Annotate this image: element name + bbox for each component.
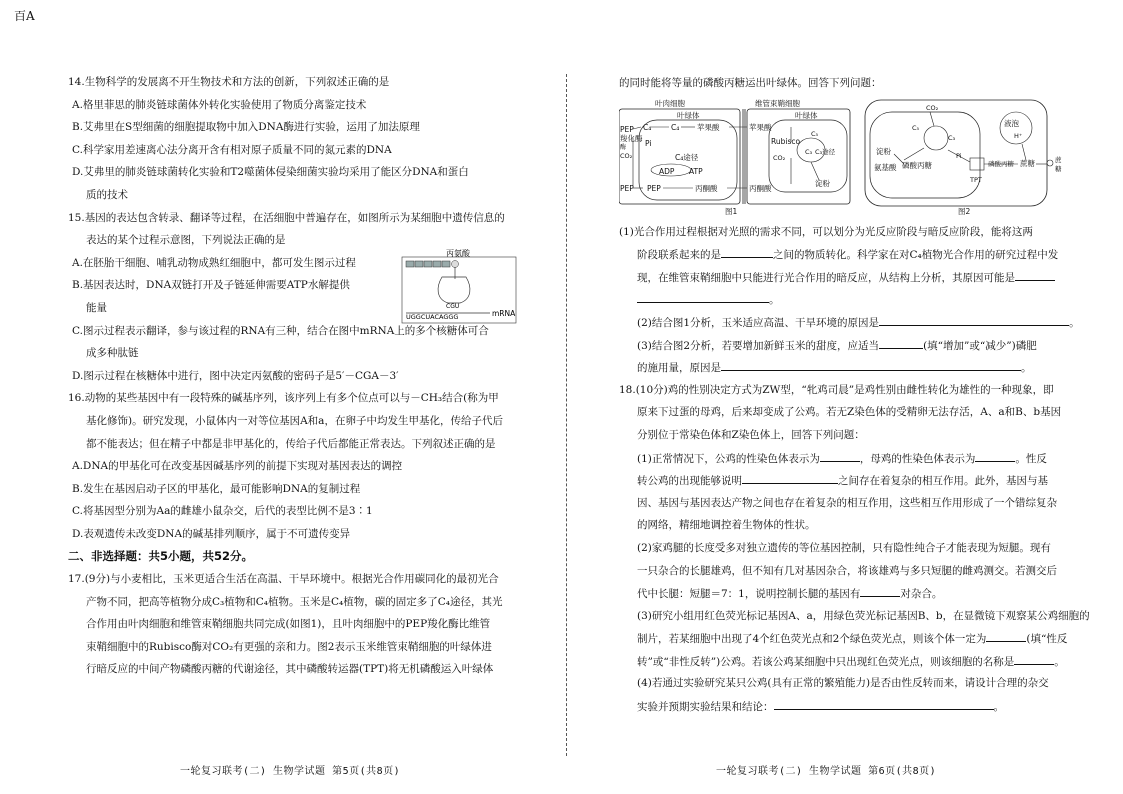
mesophyll-cell-label: 叶肉细胞 [655, 98, 685, 108]
answer-blank[interactable] [742, 472, 838, 484]
figure-2-caption: 图2 [958, 206, 971, 216]
q17-2: (2)结合图1分析，玉米适应高温、干旱环境的原因是 。 [619, 314, 1063, 337]
c5-label: C₅ [912, 123, 920, 132]
footer-page-6: 一轮复习联考(二) 生物学试题 第6页(共8页) [716, 766, 937, 777]
pyruvate-label-1: 丙酮酸 [695, 183, 718, 193]
q16-option-d: D.表观遗传未改变DNA的碱基排列顺序，属于不可遗传变异 [72, 527, 351, 540]
q18-4-l1: (4)若通过实验研究某只公鸡(具有正常的繁殖能力)是否由性反转而来，请设计合理的杂交 [637, 677, 1049, 690]
q17-figures [619, 98, 1063, 218]
sucrose-label-1: 蔗糖 [1020, 158, 1035, 168]
c3-label: C₃ [948, 133, 956, 142]
q18-3-l3: 转”或“非性反转”)公鸡。若该公鸡某细胞中只出现红色荧光点，则该细胞的名称是 。 [619, 653, 1063, 676]
q18-stem-l2: 原来下过蛋的母鸡，后来却变成了公鸡。若无Z染色体的受精卵无法存活，A、a和B、b基因 [637, 406, 1062, 419]
adp-label: ADP [659, 166, 675, 176]
pep-carboxylase-label: 羧化酶 [620, 133, 643, 143]
enzyme-char: 酶 [620, 143, 627, 151]
phosphate-triose-label-1: 磷酸丙糖 [902, 160, 932, 170]
tpt-label: TPT [970, 175, 982, 184]
h-ion-label: H⁺ [1014, 131, 1023, 140]
q14-option-c: C.科学家用差速离心法分离开含有相对原子质量不同的氮元素的DNA [72, 143, 392, 156]
q14-option-b: B.艾弗里在S型细菌的细胞提取物中加入DNA酶进行实验，运用了加法原理 [72, 121, 420, 134]
answer-blank[interactable] [986, 630, 1026, 642]
answer-blank[interactable] [721, 246, 773, 258]
q17-stem-l4: 束鞘细胞中的Rubisco酶对CO₂有更强的亲和力。图2表示玉米维管束鞘细胞的叶绿体进 [86, 640, 492, 653]
q16-option-a: A.DNA的甲基化可在改变基因碱基序列的前提下实现对基因表达的调控 [72, 460, 403, 473]
q18-1-l3: 因、基因与基因表达产物之间也存在着复杂的相互作用，这些相互作用形成了一个错综复杂 [637, 496, 1057, 509]
co2-label-1: CO₂ [620, 151, 633, 160]
c4-label-2: C₄ [671, 122, 680, 132]
mrna-label: mRNA [492, 309, 516, 318]
q18-4-l2: 实验并预期实验结果和结论： 。 [619, 698, 1063, 721]
q15-stem: 15.基因的表达包含转录、翻译等过程，在活细胞中普遍存在，如图所示为某细胞中遗传信息的 [68, 211, 505, 224]
answer-blank[interactable] [975, 450, 1015, 462]
starch-label: 淀粉 [815, 178, 830, 188]
q18-1-l4: 的网络，精细地调控着生物体的性状。 [637, 519, 816, 532]
q18-stem-l3: 分别位于常染色体和Z染色体上，回答下列问题： [637, 428, 865, 441]
q15-option-c-cont: 成多种肽链 [86, 347, 139, 360]
alanine-molecule [452, 261, 459, 268]
q14-option-a: A.格里菲思的肺炎链球菌体外转化实验使用了物质分离鉴定技术 [72, 98, 367, 111]
corner-mark: 百A [14, 9, 35, 23]
answer-blank[interactable] [1015, 269, 1055, 281]
right-column [619, 75, 1090, 721]
q18-2-l3: 代中长腿：短腿＝7：1，说明控制长腿的基因有 对杂合。 [619, 585, 1063, 608]
q15-option-d: D.图示过程在核糖体中进行，图中决定丙氨酸的密码子是5′－CGA－3′ [72, 369, 399, 382]
q18-2-l2: 一只杂合的长腿雄鸡，但不知有几对基因杂合，将该雄鸡与多只短腿的雌鸡测交。若测交后 [637, 564, 1057, 577]
q15-option-b: B.基因表达时，DNA双链打开及子链延伸需要ATP水解提供 [72, 279, 350, 292]
q15-option-c: C.图示过程表示翻译，参与该过程的RNA有三种，结合在图中mRNA上的多个核糖体可合 [72, 324, 489, 337]
q17-3-l1: (3)结合图2分析，若要增加新鲜玉米的甜度，应适当 (填“增加”或“减少”)磷肥 [619, 337, 1063, 360]
c5-label: C₅ [811, 129, 819, 138]
atp-label: ATP [689, 166, 703, 176]
q16-stem-cont2: 都不能表达；但在精子中都是非甲基化的，传给子代后都能正常表达。下列叙述正确的是 [86, 437, 496, 450]
c4-pathway-label: C₄途径 [675, 152, 699, 162]
vacuole-label: 液泡 [1004, 118, 1019, 128]
answer-blank[interactable] [637, 291, 769, 303]
q17-stem-cont: 的同时能将等量的磷酸丙糖运出叶绿体。回答下列问题： [619, 77, 882, 89]
q15-stem-cont: 表达的某个过程示意图，下列说法正确的是 [86, 234, 286, 247]
q18-2-l1: (2)家鸡腿的长度受多对独立遗传的等位基因控制，只有隐性纯合子才能表现为短腿。现有 [637, 541, 1051, 554]
q16-stem-cont1: 基化修饰)。研究发现，小鼠体内一对等位基因A和a，在卵子中均发生甲基化，传给子代后 [86, 414, 503, 427]
pi-label: Pi [956, 151, 962, 160]
figure-2-triose-phosphate-pathway [864, 98, 1064, 216]
pyruvate-label-2: 丙酮酸 [749, 183, 772, 193]
q17-1-l2: 阶段联系起来的是 之间的物质转化。科学家在对C₄植物光合作用的研究过程中发 [619, 246, 1063, 269]
bundle-sheath-label: 维管束鞘细胞 [755, 98, 800, 108]
answer-blank[interactable] [774, 698, 994, 710]
malate-label-2: 苹果酸 [749, 122, 772, 132]
q16-option-c: C.将基因型分别为Aa的雌雄小鼠杂交，后代的表型比例不是3∶1 [72, 505, 373, 518]
q17-stem-l5: 行暗反应的中间产物磷酸丙糖的代谢途径，其中磷酸转运器(TPT)将无机磷酸运入叶绿体 [86, 663, 494, 676]
figure-1-caption: 图1 [725, 206, 738, 216]
answer-blank[interactable] [1014, 653, 1054, 665]
co2-label: CO₂ [926, 103, 939, 112]
q17-stem-l2: 产物不同，把高等植物分成C₃植物和C₄植物。玉米是C₄植物，碳的固定多了C₄途径，其光 [86, 595, 503, 608]
sucrose-label-2-top: 蔗 [1055, 155, 1062, 164]
q17-stem-l1: 17.(9分)与小麦相比，玉米更适合生活在高温、干旱环境中。根据光合作用碳同化的最初光合 [68, 573, 499, 586]
c4-label-1: C₄ [643, 122, 652, 132]
q18-1-l2: 转公鸡的出现能够说明 之间存在着复杂的相互作用。此外，基因与基 [619, 472, 1063, 495]
co2-label-2: CO₂ [773, 153, 786, 162]
answer-blank[interactable] [879, 337, 923, 349]
section-2-heading: 二、非选择题：共5小题，共52分。 [68, 549, 254, 564]
pep-label-1: PEP [620, 124, 634, 134]
q15-option-a: A.在胚胎干细胞、哺乳动物成熟红细胞中，都可发生图示过程 [72, 256, 356, 269]
q17-1-l4: 。 [619, 291, 1063, 314]
q17-3-l2: 的施用量，原因是 。 [619, 359, 1063, 382]
answer-blank[interactable] [860, 585, 900, 597]
left-column [68, 74, 524, 684]
chloroplast-label-2: 叶绿体 [795, 110, 818, 120]
q18-3-l2: 制片，若某细胞中出现了4个红色荧光点和2个绿色荧光点，则该个体一定为 (填“性反 [619, 630, 1063, 653]
starch-label: 淀粉 [876, 146, 891, 156]
q17-stem-l3: 合作用由叶肉细胞和维管束鞘细胞共同完成(如图1)，且叶肉细胞中的PEP羧化酶比维管 [86, 618, 491, 631]
mrna-sequence: UGGCUACAGGG [406, 313, 459, 321]
anticodon-label: CGU [446, 303, 460, 310]
pep-label-2: PEP [620, 183, 634, 193]
c3-pathway-label: C₃途径 [815, 147, 836, 156]
amino-acid-label: 丙氨酸 [446, 249, 470, 258]
phosphate-triose-label-2: 磷酸丙糖 [988, 159, 1014, 168]
q18-3-l1: (3)研究小组用红色荧光标记基因A、a，用绿色荧光标记基因B、b，在显微镜下观察某公鸡细胞的 [637, 609, 1090, 622]
q14-option-d: D.艾弗里的肺炎链球菌转化实验和T2噬菌体侵染细菌实验均采用了能区分DNA和蛋白 [72, 166, 469, 179]
rubisco-label: Rubisco [771, 136, 801, 146]
pi-label: Pi [645, 138, 652, 148]
trna-shape [438, 277, 470, 303]
q18-stem-l1: 18.(10分)鸡的性别决定方式为ZW型，“牝鸡司晨”是鸡性别由雌性转化为雄性的一种现象，即 [619, 383, 1054, 396]
answer-blank[interactable] [820, 450, 860, 462]
figure-1-c4-pathway [619, 98, 852, 216]
c3-label: C₃ [805, 147, 813, 156]
q17-1-l3: 现，在维管束鞘细胞中只能进行光合作用的暗反应，从结构上分析，其原因可能是 [619, 269, 1063, 292]
peptide-chain [406, 261, 450, 267]
q14-stem: 14.生物科学的发展离不开生物技术和方法的创新，下列叙述正确的是 [68, 76, 390, 88]
malate-label-1: 苹果酸 [697, 122, 720, 132]
amino-acid-label: 氨基酸 [874, 162, 897, 172]
q15-option-b-cont: 能量 [86, 301, 107, 314]
sucrose-label-2-bottom: 糖 [1055, 164, 1062, 173]
footer-page-5: 一轮复习联考(二) 生物学试题 第5页(共8页) [180, 766, 401, 777]
answer-blank[interactable] [879, 314, 1069, 326]
chloroplast-label-1: 叶绿体 [677, 110, 700, 120]
pep-label-3: PEP [647, 183, 661, 193]
translation-diagram [398, 249, 520, 327]
q16-stem: 16.动物的某些基因中有一段特殊的碱基序列，该序列上有多个位点可以与－CH₃结合(称为甲 [68, 392, 499, 405]
answer-blank[interactable] [721, 359, 1021, 371]
q14-option-d-cont: 质的技术 [86, 188, 128, 201]
q17-1-l1: (1)光合作用过程根据对光照的需求不同，可以划分为光反应阶段与暗反应阶段，能将这两 [619, 225, 1033, 238]
q18-1-l1: (1)正常情况下，公鸡的性染色体表示为 ，母鸡的性染色体表示为 。性反 [619, 450, 1063, 473]
q16-option-b: B.发生在基因启动子区的甲基化，最可能影响DNA的复制过程 [72, 482, 361, 495]
column-divider [566, 74, 567, 756]
